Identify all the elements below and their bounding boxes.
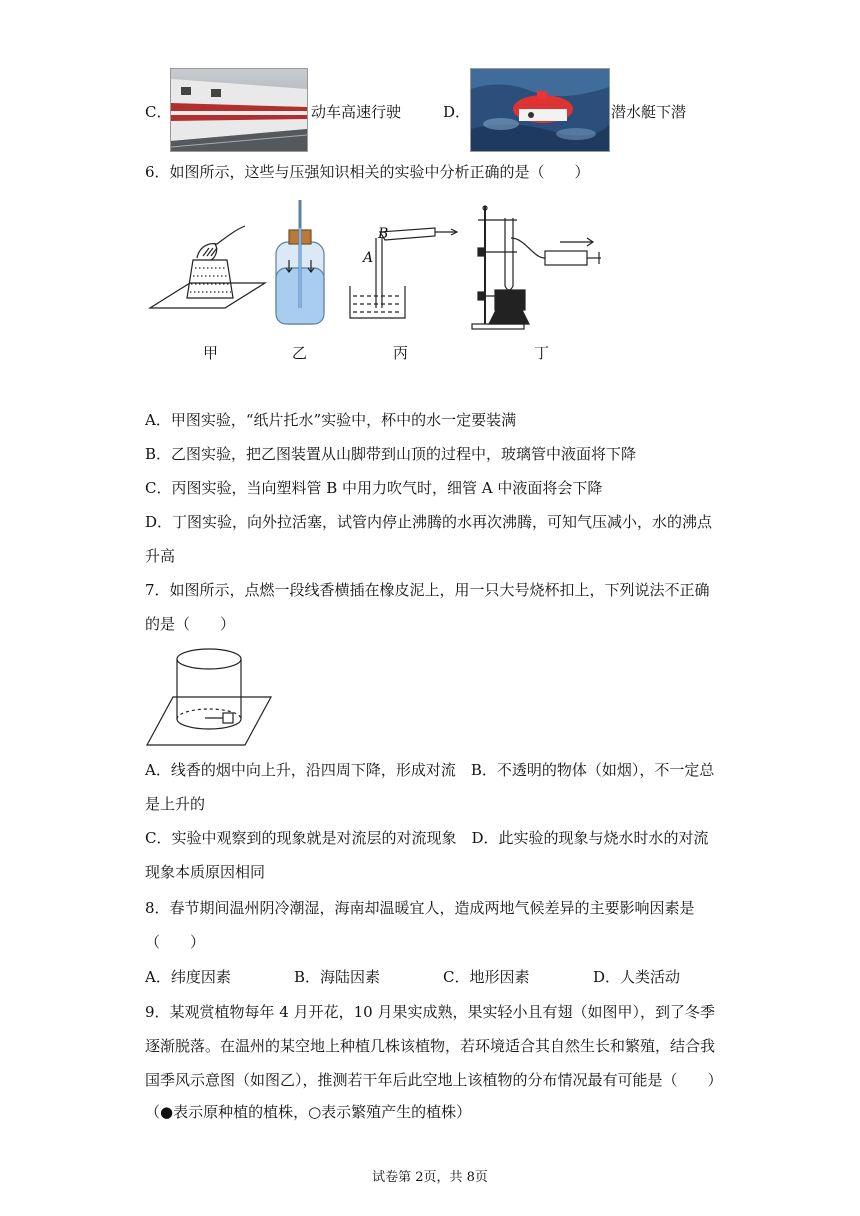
question-8-option-b: B．海陆因素 — [294, 968, 381, 986]
question-9-line-4: （●表示原种植的植株，○表示繁殖产生的植株） — [145, 1103, 472, 1121]
beaker-incense-figure — [145, 645, 275, 749]
question-8-stem-line-1: 8．春节期间温州阴冷潮湿，海南却温暖宜人，造成两地气候差异的主要影响因素是 — [145, 899, 695, 917]
question-6-option-a: A．甲图实验，“纸片托水”实验中，杯中的水一定要装满 — [145, 411, 517, 429]
submarine-photo — [470, 68, 610, 152]
high-speed-train-photo — [170, 68, 308, 152]
question-8-option-d: D．人类活动 — [593, 968, 681, 986]
paper-holds-water-diagram — [150, 226, 265, 308]
question-7-options-line-1: A．线香的烟中向上升，沿四周下降，形成对流 B．不透明的物体（如烟），不一定总 — [145, 761, 715, 779]
question-6-stem: 6．如图所示，这些与压强知识相关的实验中分析正确的是（ ） — [145, 163, 590, 181]
figure-label-ding: 丁 — [534, 344, 550, 362]
option-c-letter: C． — [145, 103, 172, 121]
question-7-stem-line-1: 7．如图所示，点燃一段线香横插在橡皮泥上，用一只大号烧杯扣上，下列说法不正确 — [145, 581, 710, 599]
pressure-experiments-figure — [145, 198, 615, 338]
page-footer: 试卷第 2页，共 8页 — [372, 1170, 488, 1185]
figure-label-yi: 乙 — [292, 344, 308, 362]
tube-a-label: A — [363, 250, 374, 266]
option-d-letter: D． — [443, 103, 471, 121]
figure-label-jia: 甲 — [203, 344, 219, 362]
question-7-stem-line-2: 的是（ ） — [145, 615, 236, 633]
question-7-options-line-2: 是上升的 — [145, 795, 206, 813]
question-9-line-2: 逐渐脱落。在温州的某空地上种植几株该植物，若环境适合其自然生长和繁殖，结合我 — [145, 1037, 716, 1055]
tube-b-label: B — [378, 226, 389, 242]
question-8-option-c: C．地形因素 — [443, 968, 530, 986]
question-6-option-d-continued: 升高 — [145, 547, 176, 565]
question-9-line-1: 9．某观赏植物每年 4 月开花，10 月果实成熟，果实轻小且有翅（如图甲），到了冬季 — [145, 1003, 715, 1021]
question-9-line-3: 国季风示意图（如图乙），推测若干年后此空地上该植物的分布情况最有可能是（ ） — [145, 1071, 723, 1089]
question-8-option-a: A．纬度因素 — [145, 968, 231, 986]
bottle-barometer-diagram — [276, 200, 324, 324]
question-7-options-line-3: C．实验中观察到的现象就是对流层的对流现象 D．此实验的现象与烧水时水的对流 — [145, 829, 709, 847]
question-6-option-b: B．乙图实验，把乙图装置从山脚带到山顶的过程中，玻璃管中液面将下降 — [145, 445, 637, 463]
boiling-syringe-diagram — [472, 206, 601, 329]
question-7-options-line-4: 现象本质原因相同 — [145, 863, 266, 881]
figure-label-bing: 丙 — [393, 344, 409, 362]
blow-tube-diagram — [350, 228, 457, 318]
question-8-stem-line-2: （ ） — [145, 933, 206, 951]
option-c-text: 动车高速行驶 — [311, 103, 402, 121]
question-6-option-d: D．丁图实验，向外拉活塞，试管内停止沸腾的水再次沸腾，可知气压减小，水的沸点 — [145, 513, 713, 531]
question-6-option-c: C．丙图实验，当向塑料管 B 中用力吹气时，细管 A 中液面将会下降 — [145, 479, 603, 497]
option-d-text: 潜水艇下潜 — [611, 103, 687, 121]
